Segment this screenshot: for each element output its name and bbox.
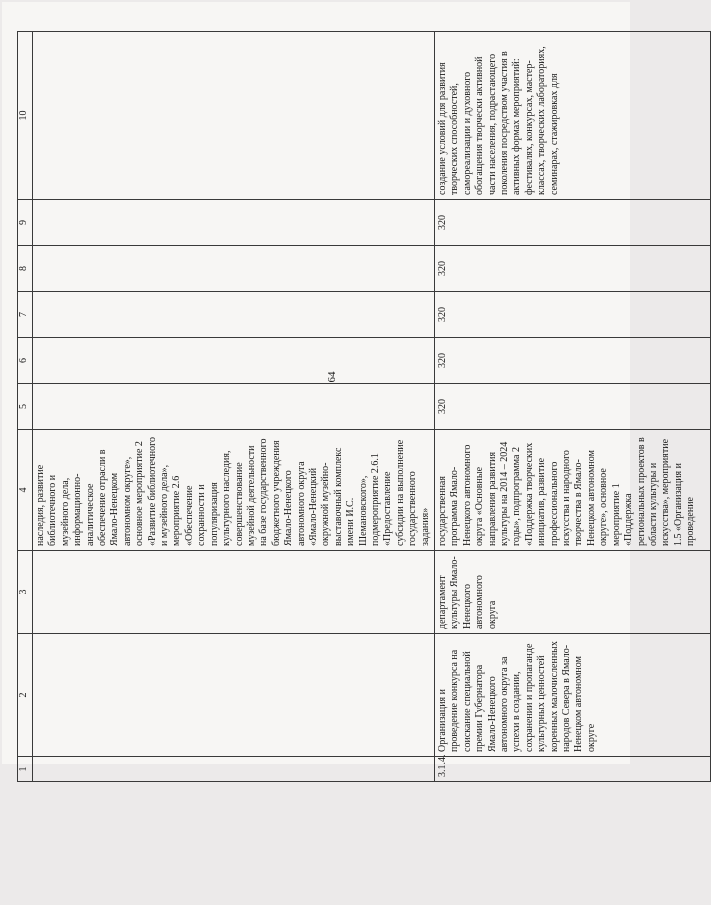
table-header-row bbox=[18, 32, 33, 782]
cell-value-7: 320 bbox=[435, 292, 711, 338]
header-cell-6: 6 bbox=[18, 338, 33, 384]
rotated-table-wrapper bbox=[17, 46, 697, 782]
cell-event-name: Организация и проведение конкурса на соискание специальной премии Губернатора Ямало-Ненецкого автономного округа за успехи в создании, сохранении и пропаганде культурных ценностей коренных малочисленных народов Севера в Ямало-Ненецком автономном округе bbox=[435, 634, 711, 757]
header-cell-8: 8 bbox=[18, 246, 33, 292]
cell-event-name bbox=[33, 634, 435, 757]
cell-program-source: государственная программа Ямало-Ненецкого автономного округа «Основные направления развития культуры на 2014 – 2024 годы», подпрограмма 2 «Поддержка творческих инициатив, развитие профессионального искусства и народного творчества в Ямало-Ненецком автономном округе», основное мероприятие 1 «Поддержка региональных проектов в области культуры и искусства», мероприятие 1.5 «Организация и проведение bbox=[435, 430, 711, 551]
cell-value-9 bbox=[33, 200, 435, 246]
cell-value-8: 320 bbox=[435, 246, 711, 292]
cell-value-5 bbox=[33, 384, 435, 430]
cell-number: 3.1.4. bbox=[435, 757, 711, 782]
header-cell-5: 5 bbox=[18, 384, 33, 430]
cell-value-7 bbox=[33, 292, 435, 338]
cell-value-5: 320 bbox=[435, 384, 711, 430]
header-cell-9: 9 bbox=[18, 200, 33, 246]
header-cell-4: 4 bbox=[18, 430, 33, 551]
cell-value-9: 320 bbox=[435, 200, 711, 246]
cell-value-6: 320 bbox=[435, 338, 711, 384]
cell-value-6 bbox=[33, 338, 435, 384]
cell-result bbox=[33, 32, 435, 200]
program-table bbox=[17, 31, 711, 782]
header-cell-7: 7 bbox=[18, 292, 33, 338]
header-cell-2: 2 bbox=[18, 634, 33, 757]
document-page bbox=[2, 2, 697, 777]
header-cell-10: 10 bbox=[18, 32, 33, 200]
header-cell-3: 3 bbox=[18, 551, 33, 634]
cell-result: создание условий для развития творческих способностей, самореализации и духовного обогащения творчески активной части населения, подрастающего поколения посредством участия в активных формах мероприятий: фестивалях, конкурсах, мастер-классах, творческих лабораториях, семинарах, стажировках для bbox=[435, 32, 711, 200]
cell-program-source: наследия, развитие библиотечного и музейного дела, информационно-аналитическое обеспечение отрасли в Ямало-Ненецком автономном округе», основное мероприятие 2 «Развитие библиотечного и музейного дела», мероприятие 2.6 «Обеспечение сохранности и популяризация культурного наследия, совершенствование музейной деятельности на базе государственного бюджетного учреждения Ямало-Ненецкого автономного округа «Ямало-Ненецкий окружной музейно-выставочный комплекс имени И.С. Шемановского», подмероприятие 2.6.1 «Предоставление субсидии на выполнение государственного задания» bbox=[33, 430, 435, 551]
cell-executor: департамент культуры Ямало-Ненецкого автономного округа bbox=[435, 551, 711, 634]
table-row-3-1-4 bbox=[435, 32, 711, 782]
table-row-continued bbox=[33, 32, 435, 782]
cell-number bbox=[33, 757, 435, 782]
cell-executor bbox=[33, 551, 435, 634]
cell-value-8 bbox=[33, 246, 435, 292]
header-cell-1: 1 bbox=[18, 757, 33, 782]
page-number: 64 bbox=[326, 371, 338, 383]
